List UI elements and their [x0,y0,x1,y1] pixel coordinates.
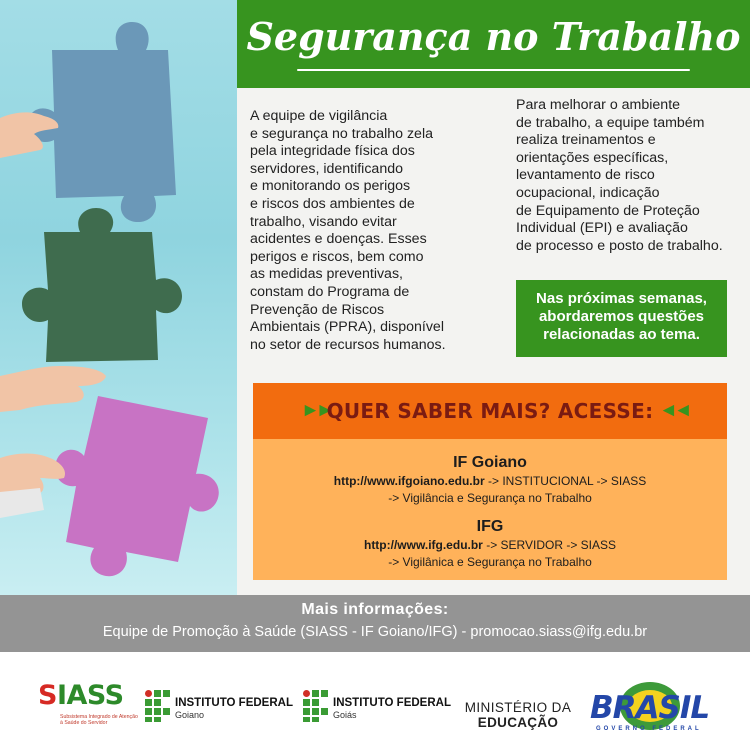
link-block-title: IFG [476,518,504,535]
info-contact: Equipe de Promoção à Saúde (SIASS - IF Goiano/IFG) - promocao.siass@ifg.edu.br [102,624,648,640]
title-underline [297,69,690,71]
link-url[interactable]: http://www.ifg.edu.br [363,538,483,552]
if-grid-icon [145,690,169,722]
link-path-line [253,537,727,554]
link-block-ifgoiano [253,453,727,507]
sleeve-bottom [0,488,44,518]
siass-s: S [38,680,57,711]
double-arrow-left-icon: ◄◄ [659,400,689,421]
left-paragraph: A equipe de vigilância e segurança no trabalho zela pela integridade física dos servidores, identificando e monitorando os perigos e riscos dos ambientes de trabalho, visando evitar acidentes e doenças. Esses perigos e riscos, bem como as medidas preventivas, constam do Programa de Prevenção de Riscos Ambientais (PPRA), disponível no setor de recursos humanos. [250,108,446,353]
mec-line2: EDUCAÇÃO [477,715,559,730]
page-title: Segurança no Trabalho [246,14,741,59]
double-arrow-right-icon: ►► [301,400,331,421]
link-block-ifg [253,517,727,571]
hand-middle [0,366,106,412]
link-path: -> SERVIDOR -> SIASS [482,538,617,552]
link-path-line-2: -> Vigilância e Segurança no Trabalho [388,491,592,505]
info-bar [0,595,750,652]
link-url[interactable]: http://www.ifgoiano.edu.br [333,474,485,488]
pink-puzzle-piece [55,396,219,576]
siass-logo [32,680,138,728]
link-path-line-2: -> Vigilânica e Segurança no Trabalho [388,555,592,569]
puzzle-hands-image [0,0,237,595]
highlight-box: Nas próximas semanas, abordaremos questões relacionadas ao tema. [516,280,727,357]
green-puzzle-piece [22,208,182,362]
link-block-title: IF Goiano [453,454,527,471]
if-grid-icon [303,690,327,722]
cta-banner [253,383,727,439]
if-campus: Goiano [175,710,205,720]
footer-logos [0,652,750,750]
brasil-governo-logo [588,676,718,736]
if-goias-logo [303,690,453,730]
link-path-line [253,473,727,490]
links-box [253,439,727,580]
info-title: Mais informações: [301,601,449,618]
mec-line1: MINISTÉRIO DA [464,700,572,715]
link-path: -> INSTITUCIONAL -> SIASS [484,474,647,488]
governo-federal-text: GOVERNO FEDERAL [596,726,702,732]
mec-logo [463,700,573,730]
brasil-wordmark: BRASIL [590,690,710,726]
if-goiano-logo [145,690,295,730]
siass-subtitle: Subsistema Integrado de Atenção à Saúde do Servidor [60,714,138,726]
cta-label: QUER SABER MAIS? ACESSE: [326,399,654,423]
puzzle-illustration [0,0,237,595]
if-name: INSTITUTO FEDERAL [333,697,451,709]
siass-wordmark [38,680,124,711]
title-bar [237,0,750,88]
main-content [237,0,750,595]
if-campus: Goiás [333,710,357,720]
right-paragraph: Para melhorar o ambiente de trabalho, a equipe também realiza treinamentos e orientações específicas, levantamento de risco ocupacional, indicação de Equipamento de Proteção Individual (EPI) e avaliação de processo e posto de trabalho. [516,97,723,254]
if-name: INSTITUTO FEDERAL [175,697,293,709]
siass-rest: IASS [56,680,124,711]
